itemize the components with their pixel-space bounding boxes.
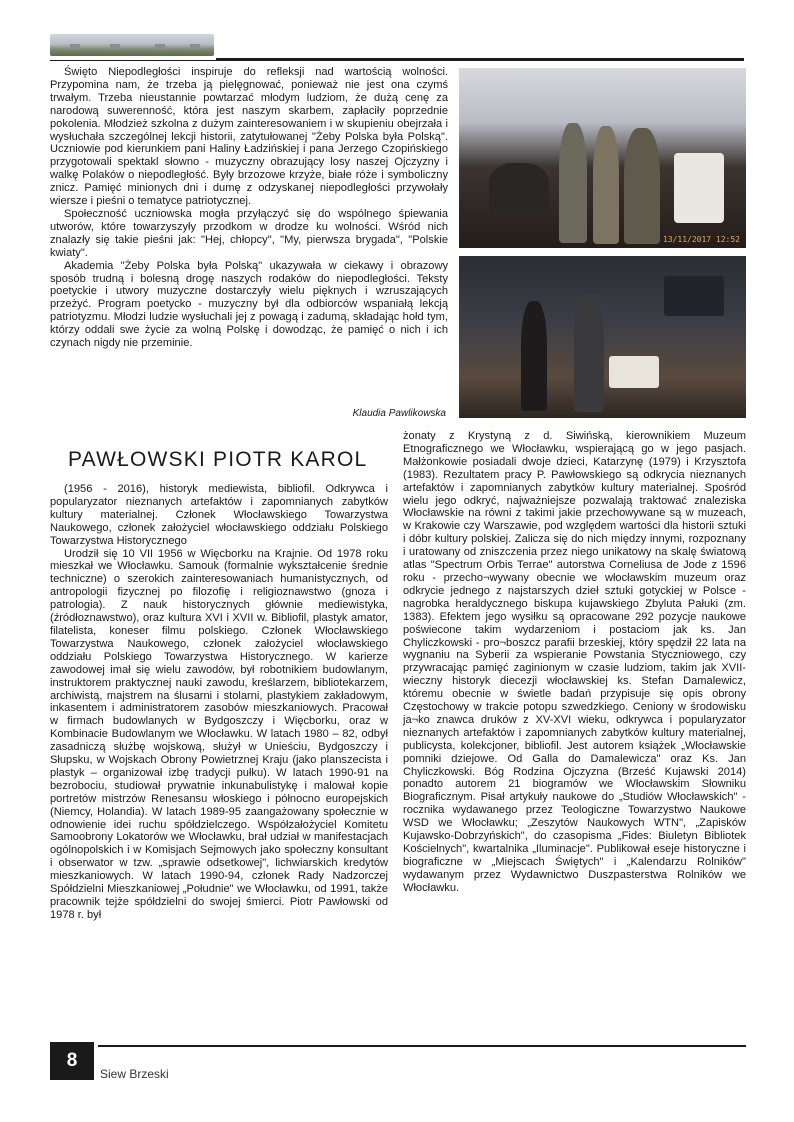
article2-column-right (403, 430, 746, 895)
photo2-screen (664, 276, 724, 316)
photo1-figure (559, 123, 587, 243)
photo2-figure (521, 301, 547, 411)
header-house-shape (190, 44, 200, 50)
article2-column-left (50, 483, 388, 922)
photo1-table (674, 153, 724, 223)
photo2-figure (574, 294, 604, 412)
photo2-table (609, 356, 659, 388)
header-house-shape (70, 44, 80, 50)
article2-paragraph-3: żonaty z Krystyną z d. Siwińską, kierownikiem Muzeum Etnograficznego we Włocławku, wspierającą go w jego pasjach. Małżonkowie posiadali dwoje dzieci, Katarzynę (1979) i Krzysztofa (1983). Rezultatem pracy P. Pawłowskiego są odkrycia nieznanych artefaktów i zapomnianych zabytków kultury materialnej. Spośród wielu jego odkryć, najważniejsze pozwalają traktować znaleziska Włocławskie na równi z takimi jakie przechowywane są w muzeach, w Krakowie czy Warszawie, pod względem wartości dla historii sztuki i dóbr kultury polskiej. Zalicza się do nich między innymi, rozpoznany i uratowany od zniszczenia przez niego unikatowy na skalę światową atlas "Spectrum Orbis Terrae" autorstwa Corneliusa de Jode z 1596 roku - przecho¬wywany obecnie we włocławskim muzeum oraz odkrycie jednego z najstarszych dzieł sztuki gotyckiej w Polsce - nagrobka heraldycznego biskupa kujawskiego Zbyluta Pałuki (zm. 1383). Efektem jego wysiłku są opracowane 292 pozycje naukowe poświecone takim wydarzeniom i postaciom jak ks. Jan Chyliczkowski - pro¬boszcz parafii brzeskiej, który spędził 22 lata na wygnaniu na Syberii za wspieranie Powstania Styczniowego, czy przywracając pamięć zaginionym w czasie ludziom, takim jak XVII-wieczny historyk diecezji włocławskiej ks. Stefan Damalewicz, któremu obecnie w świetle badań przypisuje się opis obrony Częstochowy w trakcie potopu szwedzkiego. Ceniony w środowisku ja¬ko znawca druków z XV-XVI wieku, odkrywca i popularyzator nieznanych artefaktów i zapomnianych zabytków kultury materialnej, publicysta, kolekcjoner, bibliofil. Jest autorem książek „Włocławskie pomniki dziejowe. Od Galla do Damalewicza" oraz Ks. Jan Chyliczkowski. Bóg Rodzina Ojczyzna (Brześć Kujawski 2014) ponadto autorem 21 biogramów we Włocławskim Słowniku Biograficznym. Pisał artykuły naukowe do „Studiów Włocławskich" - rocznika wydawanego przez Teologiczne Towarzystwo Naukowe WSD we Włocławku; „Zeszytów Naukowych WTN", „Zapisków Kujawsko-Dobrzyńskich", do czasopisma „Fides: Biuletyn Bibliotek Kościelnych", kwartalnika „Iluminacje". Publikował eseje historyczne i biograficzne w „Miejscach Świętych" i „Kalendarzu Rolników" wydawanym przez Wydawnictwo Duszpasterstwa Rolników we Włocławku. (403, 430, 746, 894)
header-divider (216, 58, 744, 61)
article2-title: PAWŁOWSKI PIOTR KAROL (68, 448, 368, 471)
article1-author: Klaudia Pawlikowska (352, 408, 446, 419)
photo1-timestamp: 13/11/2017 12:52 (662, 235, 740, 244)
article1-paragraph-2: Społeczność uczniowska mogła przyłączyć się do wspólnego śpiewania utworów, które towarzyszyły przodkom w drodze ku wolności. Wśród nich znalazły się takie pieśni jak: "Hej, chłopcy", "My, pierwsza brygada", "Polskie kwiaty". (50, 207, 448, 259)
publication-name: Siew Brzeski (100, 1067, 169, 1081)
photo-students-performance-1 (459, 68, 746, 248)
photo1-audience (489, 163, 549, 213)
header-landscape-image (50, 34, 214, 56)
header-divider-thin (50, 60, 216, 61)
photo1-figure (624, 128, 660, 244)
header-house-shape (155, 44, 165, 50)
article2-paragraph-2: Urodził się 10 VII 1956 w Więcborku na Krajnie. Od 1978 roku mieszkał we Włocławku. Samouk (formalnie wykształcenie średnie techniczne) o szerokich zainteresowaniach humanistycznych, od antropologii fizycznej po filozofię i religioznawstwo (gnoza i patrologia). Z nauk historycznych głównie mediewistyka, (źródłoznawstwo), oraz kultura XVI i XVII w. Bibliofil, plastyk amator, filatelista, koneser filmu polskiego. Członek Włocławskiego Towarzystwa Naukowego, członek założyciel włocławskiego oddziału Polskiego Towarzystwa Historycznego. W karierze zawodowej imał się wielu zawodów, był robotnikiem budowlanym, instruktorem praktycznej nauki zawodu, kreślarzem, bibliotekarzem, archiwistą, majstrem na ślusarni i stolarni, plastykiem zakładowym, inkasentem i administratorem zasobów mieszkaniowych. Pracował w firmach budowlanych w Bydgoszczy i Więcborku, oraz w Kombinacie Budowlanym we Włocławku. W latach 1980 – 82, odbył zasadniczą służbę wojskową, służył w Unieściu, Bydgoszczy i Słupsku, w Wojskach Obrony Powietrznej Kraju (jako planszecista i plastyk – organizował izbę tradycji pułku). W latach 1990-91 na bezrobociu, studiował prywatnie inkunabulistykę i malował kopie portretów mistrzów Renesansu włoskiego i północno europejskich (Niemcy, Holandia). W latach 1989-95 zaangażowany społecznie w odnowienie idei ruchu spółdzielczego. Współzałożyciel Komitetu Samoobrony Lokatorów we Włocławku, brał udział w manifestacjach ogólnopolskich i w Komisjach Sejmowych jako społeczny konsultant i obserwator w tzw. „sprawie odsetkowej", lichwiarskich kredytów mieszkaniowych. W latach 1990-94, członek Rady Nadzorczej Spółdzielni Mieszkaniowej „Południe" we Włocławku, od 1991, także pracownik tejże spółdzielni do swojej śmierci. Piotr Pawłowski od 1978 r. był (50, 547, 388, 921)
footer-divider (98, 1045, 746, 1047)
photo-students-performance-2 (459, 256, 746, 418)
header-house-shape (110, 44, 120, 50)
photo1-figure (593, 126, 619, 244)
article1-paragraph-3: Akademia "Żeby Polska była Polską" ukazywała w ciekawy i obrazowy sposób trudną i bolesną drogę naszych rodaków do niepodległości. Teksty poetyckie i utwory muzyczne dostarczyły wielu pięknych i wzruszających przeżyć. Program poetycko - muzyczny był dla odbiorców wspaniałą lekcją patriotyzmu. Młodzi ludzie wysłuchali jej z powagą i zadumą, składając hołd tym, którzy oddali swe życie za wolną Polskę i dowodząc, że pamięć o nich i ich czynach nigdy nie przeminie. (50, 259, 448, 350)
article-independence-day (50, 66, 448, 350)
article1-paragraph-1: Święto Niepodległości inspiruje do refleksji nad wartością wolności. Przypomina nam, że trzeba ją pielęgnować, ponieważ nie jest ona czymś trwałym. Trzeba nieustannie powtarzać młodym ludziom, że dużą cenę za narodową suwerenność, która jest naszym skarbem, zapłaciły poprzednie pokolenia. Młodzież szkolna z dużym zainteresowaniem i w skupieniu obejrzała i wysłuchała szczególnej lekcji historii, zatytułowanej "Żeby Polska była Polską". Uczniowie pod kierunkiem pani Haliny Ładzińskiej i pana Jerzego Czopińskiego przygotowali spektakl słowno - muzyczny obrazujący losy naszej Ojczyzny i walkę Polaków o niepodległość. Były brzozowe krzyże, białe róże i symboliczny znicz. Pamięć minionych dni i dumę z odzyskanej niepodległości przywołały wiersze i pieśni o tematyce patriotycznej. (50, 66, 448, 208)
page-number: 8 (50, 1042, 94, 1080)
article2-paragraph-1: (1956 - 2016), historyk mediewista, bibliofil. Odkrywca i popularyzator nieznanych artefaktów i zapomnianych zabytków kultury materialnej. Członek Włocławskiego Towarzystwa Naukowego, członek założyciel włocławskiego oddziału Polskiego Towarzystwa Historycznego (50, 483, 388, 547)
